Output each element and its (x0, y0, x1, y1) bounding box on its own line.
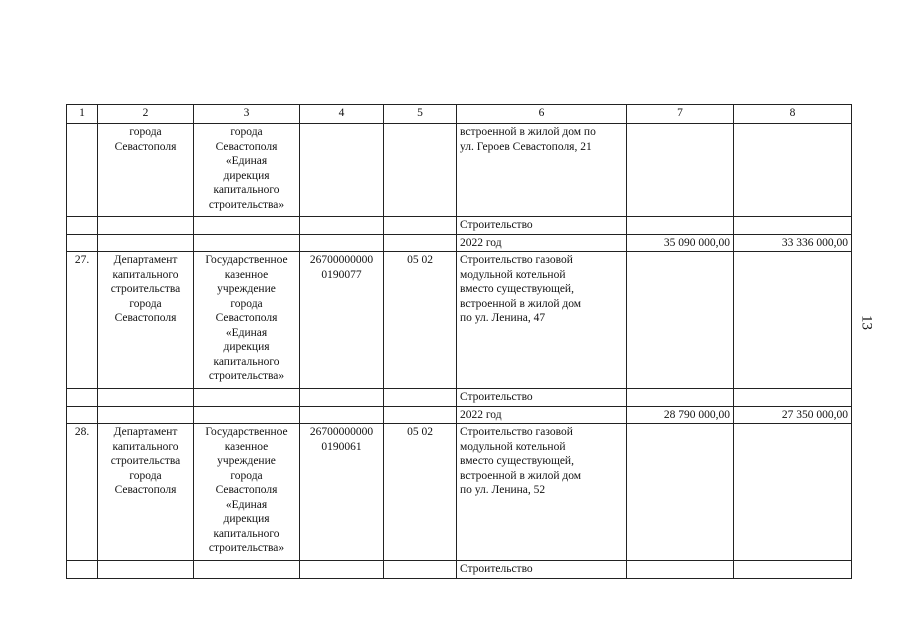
work-type-cell: Строительство (457, 561, 627, 579)
amount-cell: 28 790 000,00 (627, 406, 734, 424)
work-type-cell: Строительство (457, 389, 627, 407)
page-number: 13 (858, 315, 875, 330)
work-type-cell: Строительство (457, 217, 627, 235)
year-cell: 2022 год (457, 406, 627, 424)
table-row (67, 406, 852, 424)
table-row (67, 424, 852, 561)
table-row (67, 217, 852, 235)
year-cell: 2022 год (457, 234, 627, 252)
amount-cell: 33 336 000,00 (734, 234, 852, 252)
section-cell: 05 02 (384, 252, 457, 389)
row-number: 27. (67, 252, 98, 389)
table-row (67, 389, 852, 407)
code-cell: 26700000000 0190077 (300, 252, 384, 389)
table-row (67, 252, 852, 389)
institution-cell: Государственное казенное учреждение города Севастополя «Единая дирекция капитального строительства» (194, 424, 300, 561)
object-cell: Строительство газовой модульной котельной вместо существующей, встроенной в жилой дом по ул. Ленина, 47 (457, 252, 627, 389)
header-cell: 3 (194, 105, 300, 124)
header-cell: 7 (627, 105, 734, 124)
object-cell: встроенной в жилой дом по ул. Героев Севастополя, 21 (457, 124, 627, 217)
header-cell: 5 (384, 105, 457, 124)
amount-cell: 35 090 000,00 (627, 234, 734, 252)
header-cell: 2 (98, 105, 194, 124)
object-cell: Строительство газовой модульной котельной вместо существующей, встроенной в жилой дом по ул. Ленина, 52 (457, 424, 627, 561)
table-row (67, 124, 852, 217)
header-cell: 8 (734, 105, 852, 124)
row-number: 28. (67, 424, 98, 561)
table-row (67, 234, 852, 252)
department-cell: города Севастополя (98, 124, 194, 217)
institution-cell: города Севастополя «Единая дирекция капитального строительства» (194, 124, 300, 217)
section-cell: 05 02 (384, 424, 457, 561)
department-cell: Департамент капитального строительства города Севастополя (98, 252, 194, 389)
institution-cell: Государственное казенное учреждение города Севастополя «Единая дирекция капитального строительства» (194, 252, 300, 389)
header-cell: 1 (67, 105, 98, 124)
header-cell: 6 (457, 105, 627, 124)
amount-cell: 27 350 000,00 (734, 406, 852, 424)
header-row (67, 105, 852, 124)
code-cell: 26700000000 0190061 (300, 424, 384, 561)
table-row (67, 561, 852, 579)
department-cell: Департамент капитального строительства города Севастополя (98, 424, 194, 561)
budget-table (66, 104, 852, 579)
header-cell: 4 (300, 105, 384, 124)
